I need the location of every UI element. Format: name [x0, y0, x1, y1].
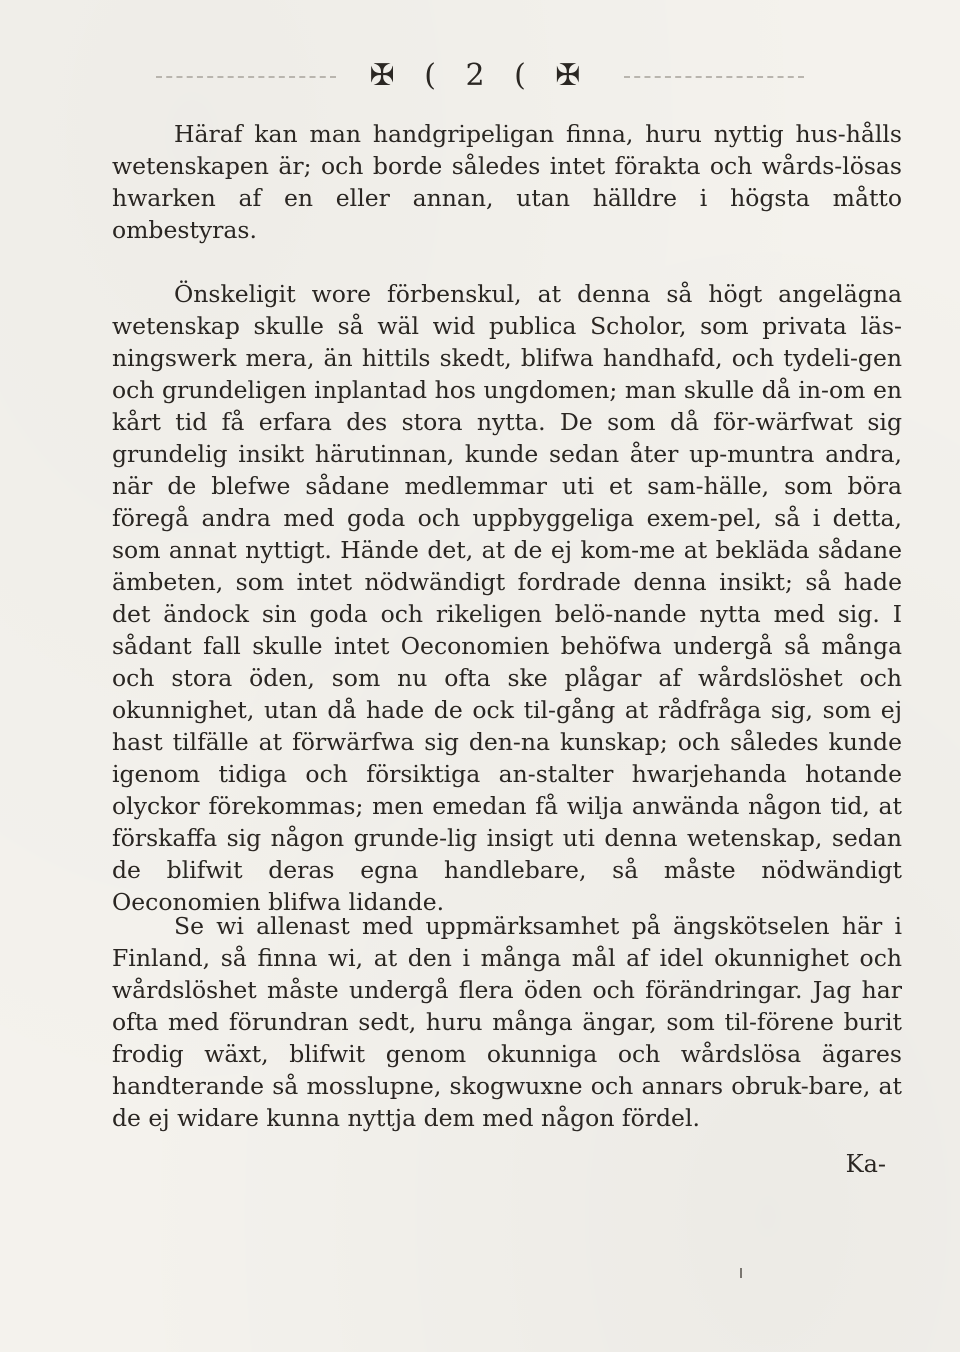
catchword: Ka-	[845, 1150, 886, 1178]
header-rule-left	[156, 76, 336, 78]
ink-blemish	[740, 1268, 742, 1278]
page-header	[0, 58, 960, 93]
paragraph-1: Häraf kan man handgripeligan finna, huru nyttig hus-hålls wetenskapen är; och borde således intet förakta och wårds-lösas hwarken af en eller annan, utan hälldre i högsta måtto ombestyras.	[112, 120, 902, 244]
header-rule-right	[624, 76, 804, 78]
paragraph-2-block	[112, 278, 902, 918]
paragraph-3: Se wi allenast med uppmärksamhet på ängskötselen här i Finland, så finna wi, at den i många mål af idel okunnighet och wårdslöshet måste undergå flera öden och förändringar. Jag har ofta med förundran sedt, huru många ängar, som til-förene burit frodig wäxt, blifwit genom okunniga och wårdslösa ägares handterande så mosslupne, skogwuxne och annars obruk-bare, at de ej widare kunna nyttja dem med någon fördel.	[112, 912, 902, 1132]
paragraph-3-block	[112, 910, 902, 1134]
paragraph-2: Önskeligit wore förbenskul, at denna så högt angelägna wetenskap skulle så wäl wid publica Scholor, som privata läs-ningswerk mera, än hittils skedt, blifwa handhafd, och tydeli-gen och grundeligen inplantad hos ungdomen; man skulle då in-om en kårt tid få erfara des stora nytta. De som då för-wärfwat sig grundelig insikt härutinnan, kunde sedan åter up-muntra andra, när de blefwe sådane medlemmar uti et sam-hälle, som böra föregå andra med goda och uppbyggeliga exem-pel, så i detta, som annat nyttigt. Hände det, at de ej kom-me at bekläda sådane ämbeten, som intet nödwändigt fordrade denna insikt; så hade det ändock sin goda och rikeligen belö-nande nytta med sig. I sådant fall skulle intet Oeconomien behöfwa undergå så många och stora öden, som nu ofta ske plågar af wårdslöshet och okunnighet, utan då hade de ock til-gång at rådfråga sig, som ej hast tilfälle at förwärfwa sig den-na kunskap; och således kunde igenom tidiga och försiktiga an-stalter hwarjehanda hotande olyckor förekommas; men emedan få wilja anwända någon tid, at förskaffa sig någon grunde-lig insigt uti denna wetenskap, sedan de blifwit deras egna handlebare, så måste nödwändigt Oeconomien blifwa lidande.	[112, 280, 902, 916]
signature-mark: ✠ ( 2 ( ✠	[369, 58, 591, 93]
paragraph-1-block	[112, 118, 902, 246]
